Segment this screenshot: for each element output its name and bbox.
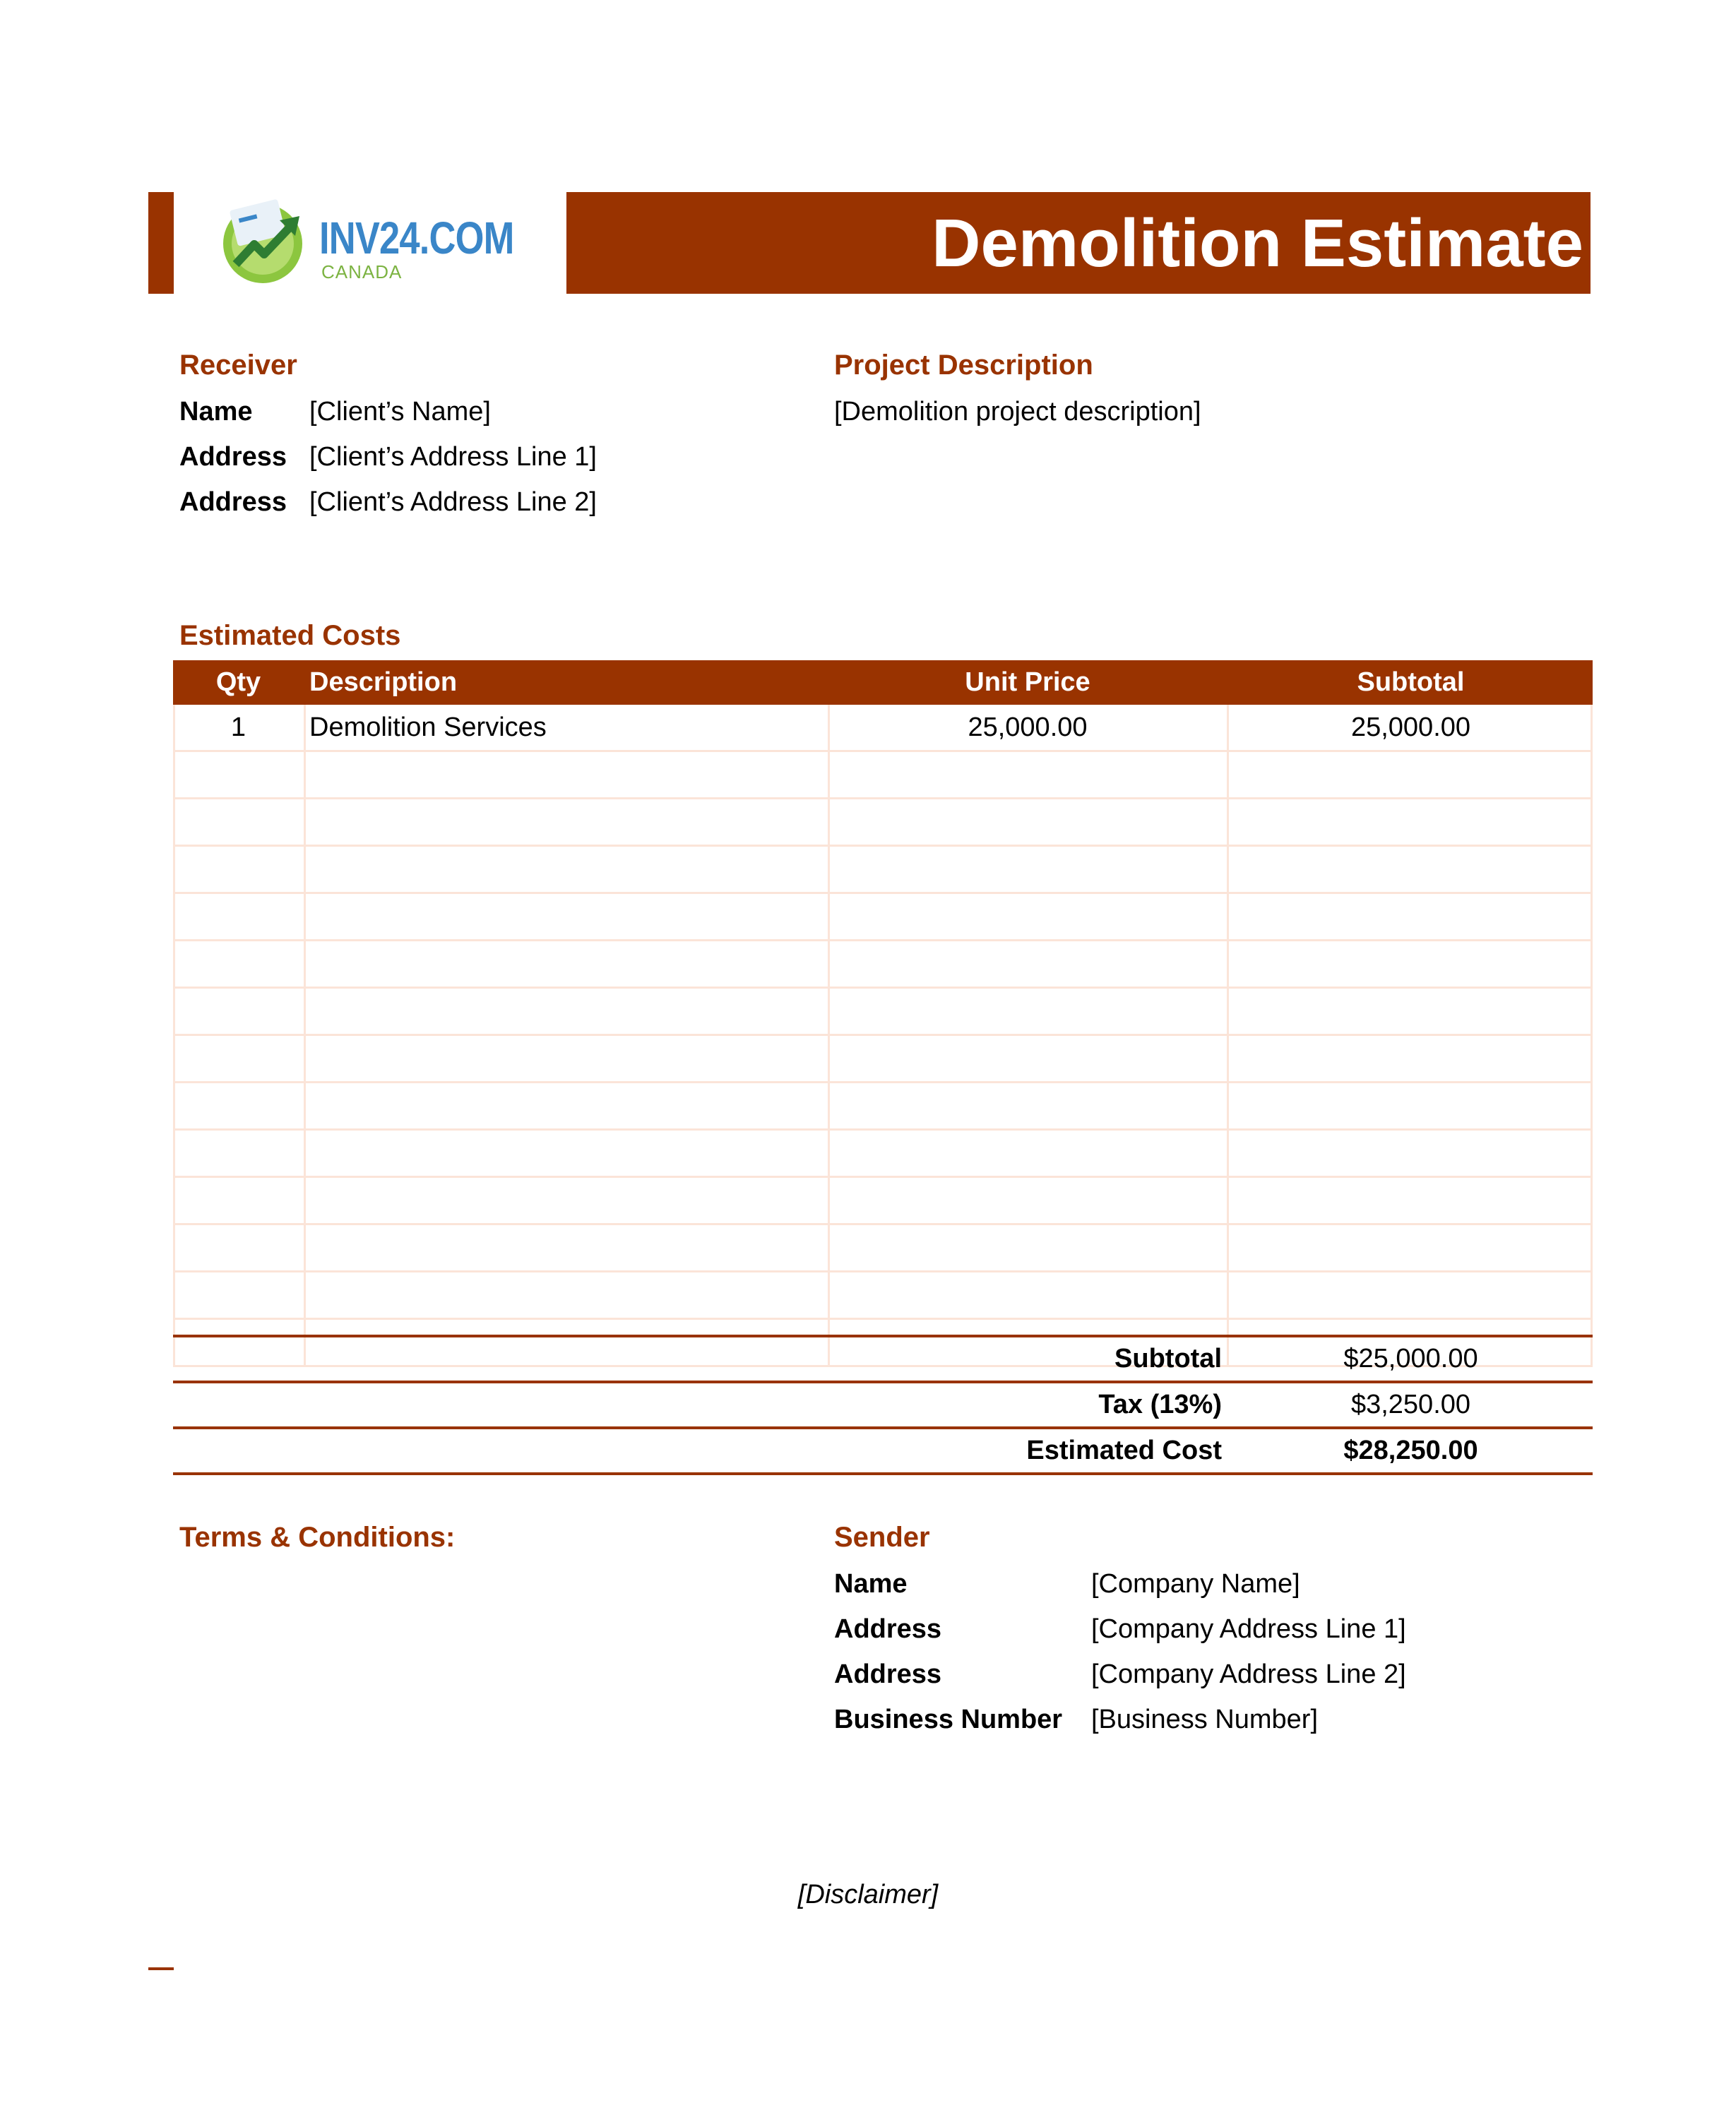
sender-name-value[interactable]: [Company Name] [1091,1569,1300,1599]
sender-address2-value[interactable]: [Company Address Line 2] [1091,1659,1406,1689]
unit-price-cell[interactable] [830,799,1225,845]
receiver-name-label: Name [179,397,253,427]
receiver-name-value[interactable]: [Client’s Name] [309,397,491,427]
logo-subtext: CANADA [321,261,403,282]
unit-price-cell[interactable] [830,941,1225,987]
description-cell[interactable] [309,941,825,987]
unit-price-cell[interactable] [830,752,1225,797]
table-row [173,847,1593,894]
subtotal-cell[interactable]: 25,000.00 [1350,713,1471,742]
receiver-address2-label: Address [179,487,287,517]
qty-cell[interactable]: 1 [230,713,246,742]
unit-price-cell[interactable] [830,1272,1225,1318]
table-row [173,705,1593,752]
column-header-subtotal: Subtotal [1357,667,1465,697]
column-header-qty: Qty [215,667,261,697]
column-header-description: Description [309,667,458,697]
unit-price-cell[interactable] [830,1178,1225,1223]
description-cell[interactable] [309,1225,825,1270]
subtotal-cell[interactable] [1229,752,1593,797]
subtotal-cell[interactable] [1229,894,1593,939]
qty-cell[interactable] [173,894,304,939]
subtotal-value: $25,000.00 [1343,1344,1478,1373]
sender-address1-label: Address [834,1614,942,1644]
estimated-costs-heading: Estimated Costs [179,620,401,651]
subtotal-row [173,1335,1593,1381]
sender-business-number-value[interactable]: [Business Number] [1091,1705,1319,1734]
estimated-cost-value: $28,250.00 [1343,1436,1478,1465]
title-banner [566,192,1591,294]
description-cell[interactable] [309,1131,825,1176]
table-row [173,1272,1593,1320]
table-row [173,1225,1593,1272]
header-accent-bar [148,192,174,294]
description-cell[interactable] [309,1272,825,1318]
tax-value: $3,250.00 [1350,1390,1471,1419]
table-row [173,989,1593,1036]
subtotal-cell[interactable] [1229,1131,1593,1176]
unit-price-cell[interactable] [830,989,1225,1034]
logo-wordmark: INV24.COM [319,213,514,263]
unit-price-cell[interactable] [830,1083,1225,1128]
tax-row [173,1381,1593,1426]
unit-price-cell[interactable] [830,1036,1225,1081]
subtotal-cell[interactable] [1229,1083,1593,1128]
subtotal-cell[interactable] [1229,1178,1593,1223]
description-cell[interactable] [309,894,825,939]
table-row [173,799,1593,847]
qty-cell[interactable] [173,1036,304,1081]
logo-emblem-icon [220,199,312,287]
subtotal-cell[interactable] [1229,799,1593,845]
unit-price-cell[interactable]: 25,000.00 [968,713,1088,742]
cost-table-header [173,660,1593,705]
receiver-address2-value[interactable]: [Client’s Address Line 2] [309,487,597,517]
estimated-cost-label: Estimated Cost [1026,1436,1222,1465]
description-cell[interactable] [309,799,825,845]
qty-cell[interactable] [173,941,304,987]
project-description-heading: Project Description [834,350,1093,381]
description-cell[interactable]: Demolition Services [309,713,547,742]
table-row [173,1178,1593,1225]
qty-cell[interactable] [173,1083,304,1128]
description-cell[interactable] [309,752,825,797]
qty-cell[interactable] [173,752,304,797]
qty-cell[interactable] [173,989,304,1034]
column-header-unit-price: Unit Price [965,667,1090,697]
subtotal-cell[interactable] [1229,1272,1593,1318]
receiver-heading: Receiver [179,350,297,381]
table-row [173,1036,1593,1083]
table-row [173,752,1593,799]
cost-table [173,660,1593,1367]
sender-address1-value[interactable]: [Company Address Line 1] [1091,1614,1406,1644]
project-description-value[interactable]: [Demolition project description] [834,397,1201,427]
qty-cell[interactable] [173,1178,304,1223]
table-row [173,941,1593,989]
unit-price-cell[interactable] [830,894,1225,939]
subtotal-cell[interactable] [1229,989,1593,1034]
footer-dash [148,1967,174,1970]
description-cell[interactable] [309,1083,825,1128]
subtotal-cell[interactable] [1229,941,1593,987]
terms-heading: Terms & Conditions: [179,1522,456,1553]
description-cell[interactable] [309,1178,825,1223]
subtotal-cell[interactable] [1229,847,1593,892]
sender-business-number-label: Business Number [834,1705,1063,1734]
unit-price-cell[interactable] [830,1225,1225,1270]
subtotal-cell[interactable] [1229,1225,1593,1270]
cost-table-body [173,705,1593,1367]
receiver-address1-label: Address [179,442,287,472]
qty-cell[interactable] [173,1272,304,1318]
sender-name-label: Name [834,1569,908,1599]
qty-cell[interactable] [173,847,304,892]
table-row [173,1083,1593,1131]
sender-address2-label: Address [834,1659,942,1689]
table-row [173,1131,1593,1178]
description-cell[interactable] [309,1036,825,1081]
document-title: Demolition Estimate [932,205,1583,281]
disclaimer-text: [Disclaimer] [797,1880,939,1909]
tax-label: Tax (13%) [1098,1390,1222,1419]
qty-cell[interactable] [173,1131,304,1176]
table-row [173,894,1593,941]
description-cell[interactable] [309,989,825,1034]
estimated-cost-row [173,1426,1593,1475]
description-cell[interactable] [309,847,825,892]
qty-cell[interactable] [173,1225,304,1270]
receiver-address1-value[interactable]: [Client’s Address Line 1] [309,442,597,472]
totals-section [173,1335,1593,1475]
subtotal-label: Subtotal [1114,1344,1222,1373]
subtotal-cell[interactable] [1229,1036,1593,1081]
qty-cell[interactable] [173,799,304,845]
sender-heading: Sender [834,1522,930,1553]
unit-price-cell[interactable] [830,847,1225,892]
unit-price-cell[interactable] [830,1131,1225,1176]
